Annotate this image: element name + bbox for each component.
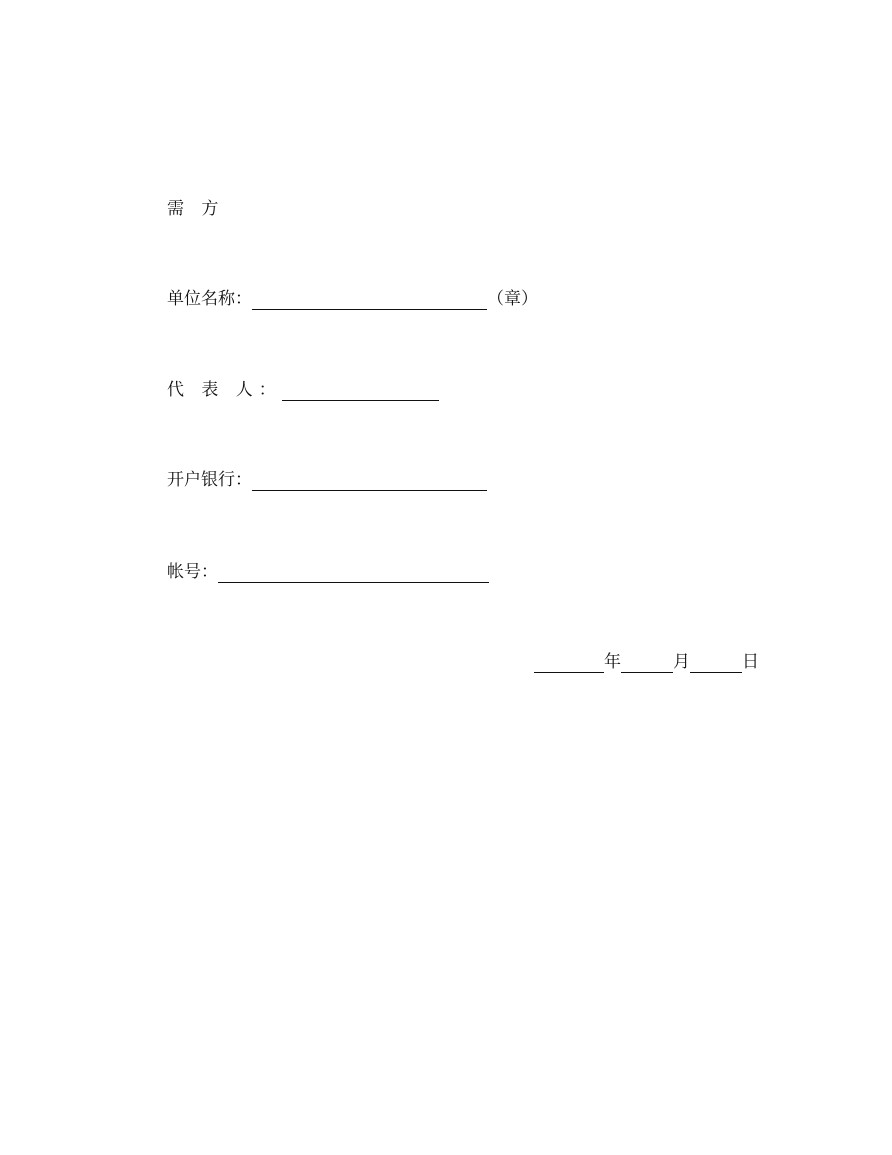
date-row [534,651,759,673]
bank-label: 开户银行： [167,470,252,490]
year-blank[interactable] [534,654,604,673]
unit-name-blank[interactable] [252,291,487,310]
unit-name-row [167,288,538,310]
day-label: 日 [742,652,759,672]
representative-blank[interactable] [282,382,439,401]
month-blank[interactable] [621,654,673,673]
year-label: 年 [604,652,621,672]
bank-blank[interactable] [252,472,487,491]
seal-note: （章） [487,289,538,309]
bank-row [167,469,487,491]
month-label: 月 [673,652,690,672]
party-heading-text: 需 方 [167,199,225,219]
party-heading [167,198,224,220]
representative-label: 代 表 人： [167,380,282,400]
account-blank[interactable] [218,564,489,583]
representative-row [167,379,439,401]
account-label: 帐号： [167,562,218,582]
account-row [167,561,489,583]
unit-name-label: 单位名称： [167,289,252,309]
day-blank[interactable] [690,654,742,673]
